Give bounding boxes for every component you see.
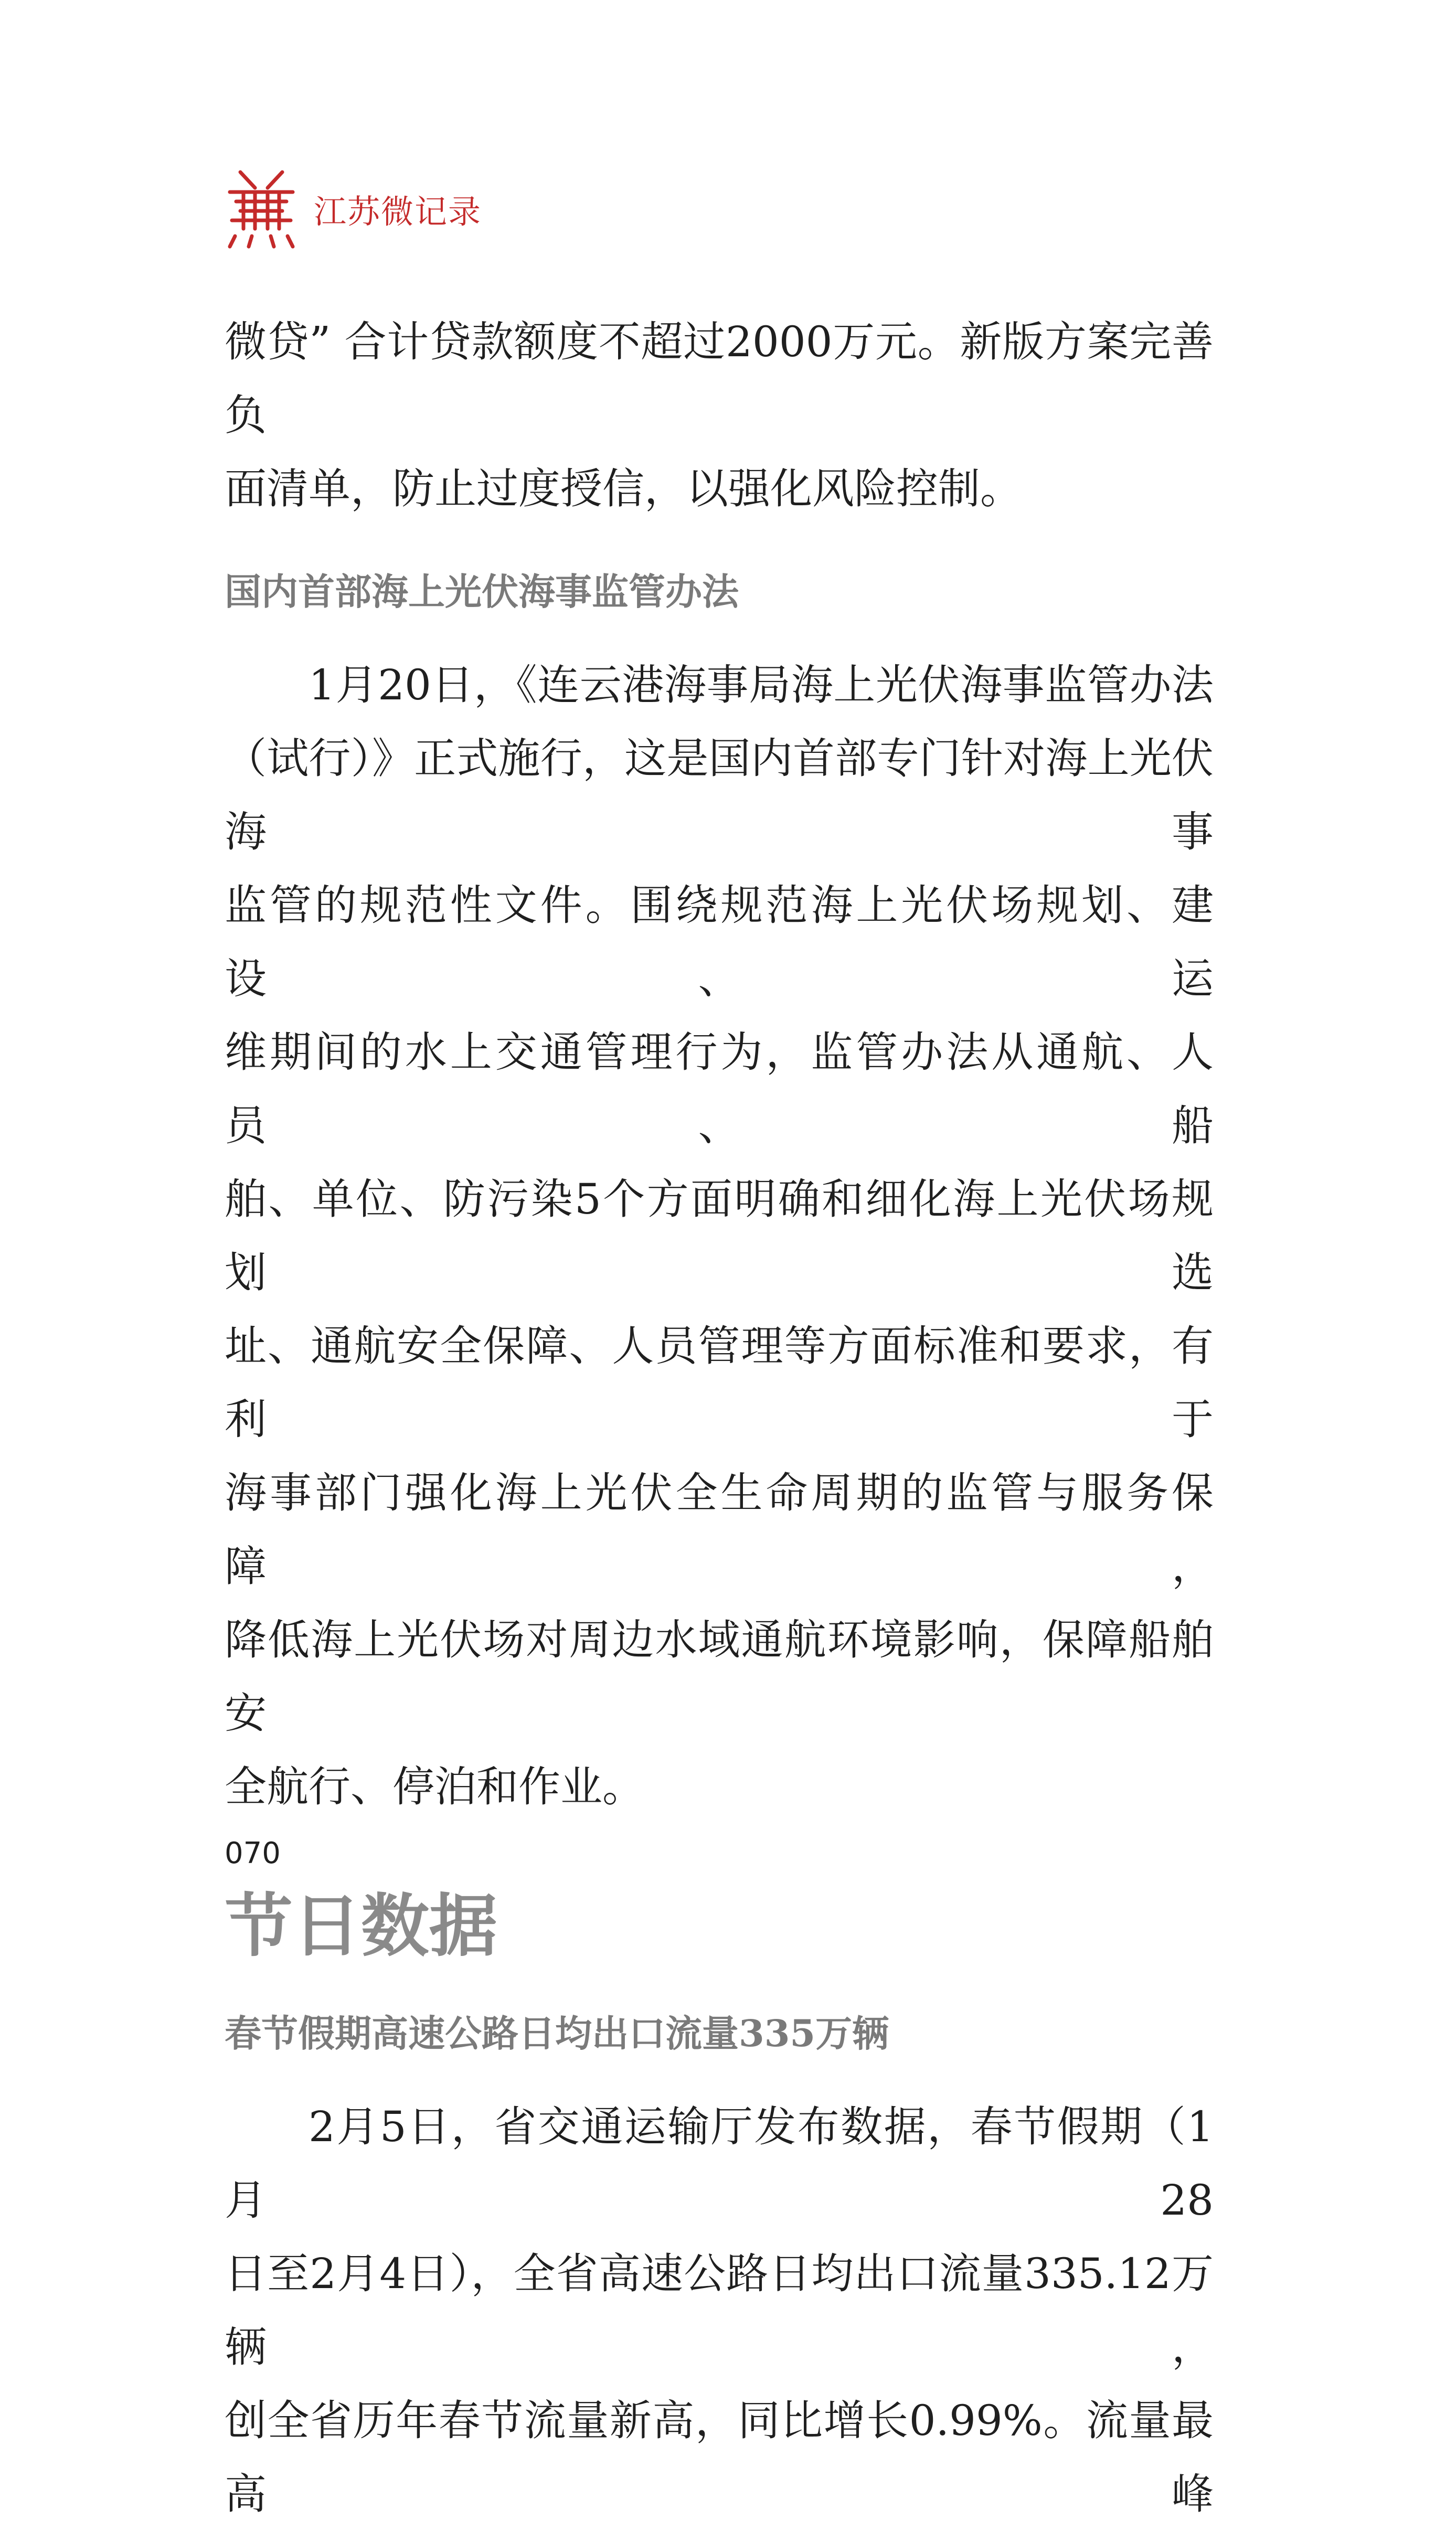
intro-line: 面清单，防止过度授信，以强化风险控制。 — [225, 464, 1022, 513]
article-line: 全航行、停泊和作业。 — [225, 1762, 644, 1811]
page-content — [225, 305, 1214, 2531]
article-line: 降低海上光伏场对周边水域通航环境影响，保障船舶安 — [225, 1615, 1214, 1738]
article-line: 舶、单位、防污染5个方面明确和细化海上光伏场规划选 — [225, 1175, 1214, 1297]
page-header — [225, 167, 482, 251]
jiangsu-seal-logo-icon — [225, 167, 298, 251]
article-line: （试行）》正式施行，这是国内首部专门针对海上光伏海事 — [225, 734, 1214, 856]
intro-line: 微贷” 合计贷款额度不超过2000万元。新版方案完善负 — [225, 317, 1214, 440]
article-line: 日至2月4日），全省高速公路日均出口流量335.12万辆， — [225, 2249, 1214, 2372]
article-line: 1月20日，《连云港海事局海上光伏海事监管办法 — [309, 661, 1214, 709]
article-line: 海事部门强化海上光伏全生命周期的监管与服务保障， — [225, 1469, 1214, 1591]
brand-title: 江苏微记录 — [314, 192, 482, 231]
page-number: 070 — [225, 1836, 281, 1870]
section-title: 节日数据 — [225, 1886, 498, 1966]
article-line: 创全省历年春节流量新高，同比增长0.99%。流量最高峰 — [225, 2396, 1214, 2518]
article-line: 维期间的水上交通管理行为，监管办法从通航、人员、船 — [225, 1028, 1214, 1150]
article-line: 监管的规范性文件。围绕规范海上光伏场规划、建设、运 — [225, 881, 1214, 1003]
article-heading: 国内首部海上光伏海事监管办法 — [225, 570, 739, 613]
article-line: 2月5日，省交通运输厅发布数据，春节假期（1月28 — [225, 2102, 1214, 2225]
article-heading: 春节假期高速公路日均出口流量335万辆 — [225, 2012, 889, 2055]
article-line: 址、通航安全保障、人员管理等方面标准和要求，有利于 — [225, 1322, 1214, 1444]
